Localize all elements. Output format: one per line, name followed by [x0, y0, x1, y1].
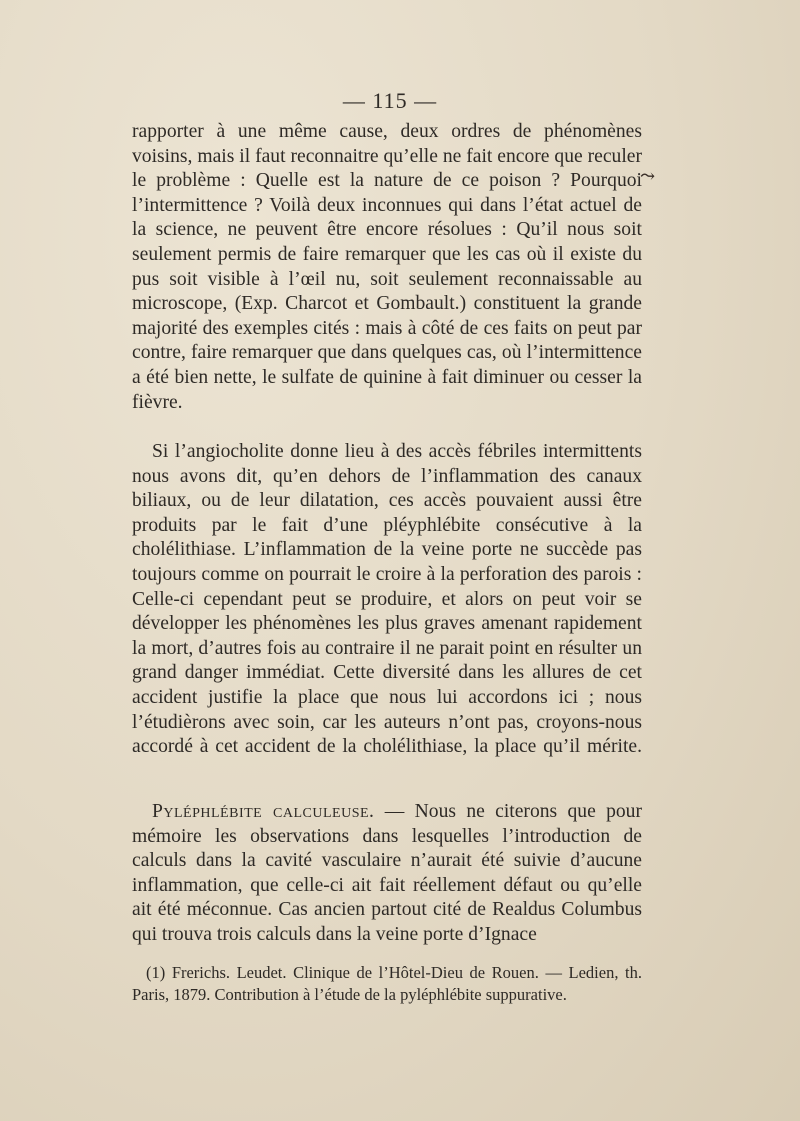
- section-heading: Pyléphlébite calculeuse.: [152, 801, 375, 822]
- paragraph-3: [132, 800, 642, 948]
- paragraph-2: Si l’angiocholite donne lieu à des accès fébriles intermittents nous avons dit, qu’en dehors de l’inflammation des canaux biliaux, ou de leur dilatation, ces accès pouvaient aussi être produits par le fait d’une pléyphlébite consécutive à la cholélithiase. L’inflammation de la veine porte ne succède pas toujours comme on pourrait le croire à la perforation des parois : Celle-ci cependant peut se produire, et alors on peut voir se développer les phénomènes les plus graves amenant rapidement la mort, d’autres fois au contraire il ne parait point en résulter un grand danger immédiat. Cette diversité dans les allures de cet accident justifie la place que nous lui accordons ici ; nous l’étudièrons avec soin, car les auteurs n’ont pas, croyons-nous accordé à cet accident de la cholélithiase, la place qu’il mérite.: [132, 441, 642, 758]
- page-number: — 115 —: [342, 88, 438, 113]
- paragraph-3-text: — Nous ne citerons que pour mémoire les observations dans lesquelles l’introduction de calculs dans la cavité vasculaire n’aurait été suivie d’aucune inflammation, que celle-ci ait fait réellement défaut ou qu’elle ait été méconnue. Cas ancien partout cité de Realdus Columbus qui trouva trois calculs dans la veine porte d’Ignace: [132, 801, 643, 945]
- footnote: (1) Frerichs. Leudet. Clinique de l’Hôtel-Dieu de Rouen. — Ledien, th. Paris, 1879. Contribution à l’étude de la pyléphlébite suppurative.: [132, 963, 642, 1004]
- paragraph-1: rapporter à une même cause, deux ordres de phénomènes voisins, mais il faut reconnaitre qu’elle ne fait encore que reculer le problème : Quelle est la nature de ce poison ? Pourquoi l’intermittence ? Voilà deux inconnues qui dans l’état actuel de la science, ne peuvent être encore résolues : Qu’il nous soit seulement permis de faire remarquer que les cas où il existe du pus soit visible à l’œil nu, soit seulement reconnaissable au microscope, (Exp. Charcot et Gombault.) constituent la grande majorité des exemples cités : mais à côté de ces faits on peut par contre, faire remarquer que dans quelques cas, où l’intermittence a été bien nette, le sulfate de quinine à fait diminuer ou cesser la fièvre.: [132, 121, 642, 413]
- margin-annotation-mark: ⤳: [640, 166, 656, 186]
